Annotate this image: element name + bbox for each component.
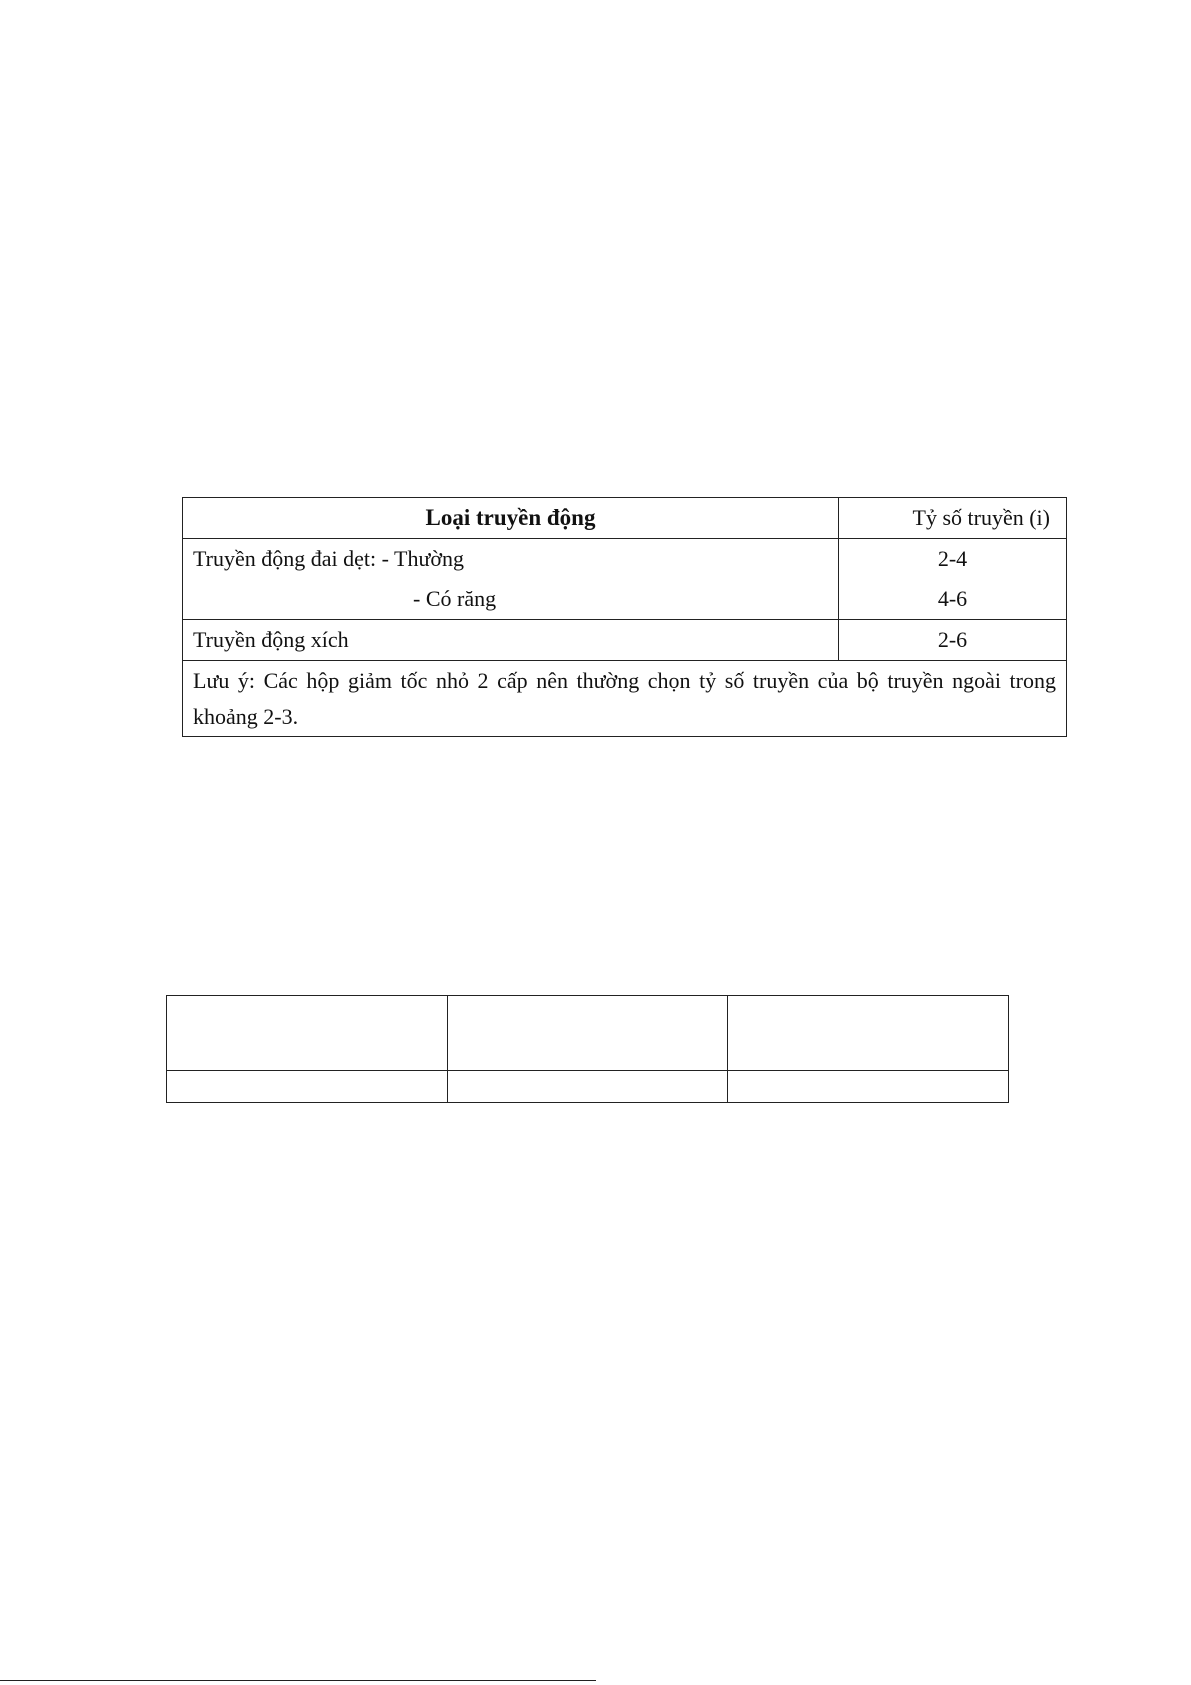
empty-cell — [447, 1071, 728, 1103]
empty-table — [166, 995, 1009, 1103]
table-header-row — [183, 498, 1067, 539]
empty-cell — [728, 996, 1009, 1071]
header-transmission-type: Loại truyền động — [183, 498, 839, 539]
table-row — [183, 539, 1067, 620]
empty-cell — [167, 996, 448, 1071]
empty-cell — [447, 996, 728, 1071]
belt-drive-ratio-cell — [839, 539, 1067, 620]
note-row — [183, 661, 1067, 737]
table-row — [183, 620, 1067, 661]
chain-drive-ratio: 2-6 — [839, 620, 1067, 661]
table-row — [167, 996, 1009, 1071]
belt-drive-toothed-label: - Có răng — [413, 586, 497, 611]
header-ratio: Tỷ số truyền (i) — [839, 498, 1067, 539]
chain-drive-label: Truyền động xích — [183, 620, 839, 661]
empty-cell — [728, 1071, 1009, 1103]
belt-drive-toothed-ratio: 4-6 — [937, 586, 968, 611]
belt-drive-normal-label: Truyền động đai dẹt: - Thường — [193, 546, 465, 571]
empty-cell — [167, 1071, 448, 1103]
belt-drive-normal-ratio: 2-4 — [937, 546, 968, 571]
belt-drive-cell — [183, 539, 839, 620]
note-text: Lưu ý: Các hộp giảm tốc nhỏ 2 cấp nên thường chọn tỷ số truyền của bộ truyền ngoài trong khoảng 2-3. — [183, 661, 1067, 737]
footnote-divider — [0, 1680, 596, 1681]
table-row — [167, 1071, 1009, 1103]
transmission-ratio-table — [182, 497, 1067, 737]
